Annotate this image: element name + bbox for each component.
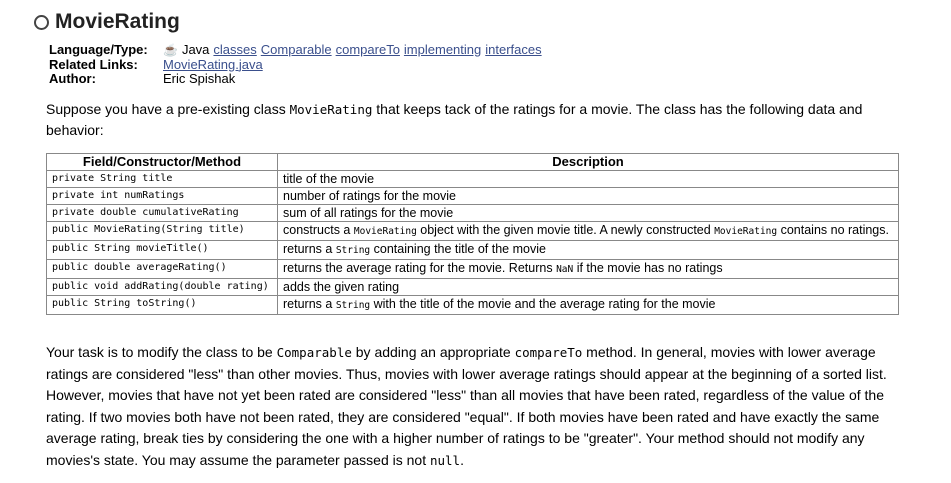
table-row	[47, 171, 899, 188]
intro-paragraph	[46, 99, 896, 141]
java-icon: ☕	[163, 43, 178, 57]
author-row	[49, 72, 546, 87]
member-signature: private int numRatings	[47, 188, 278, 205]
member-description	[278, 241, 899, 260]
description-text: returns the average rating for the movie. Returns	[283, 261, 557, 275]
description-text: number of ratings for the movie	[283, 189, 456, 203]
member-description	[278, 260, 899, 279]
title-row	[34, 10, 180, 34]
members-table	[46, 153, 899, 315]
description-text: adds the given rating	[283, 280, 400, 294]
author-label: Author:	[49, 71, 96, 86]
related-row	[49, 58, 546, 73]
member-signature: public String movieTitle()	[47, 241, 278, 260]
table-row	[47, 205, 899, 222]
intro-text: Suppose you have a pre-existing class	[46, 101, 290, 117]
tag-link[interactable]: compareTo	[335, 42, 400, 57]
member-signature: public String toString()	[47, 296, 278, 315]
member-description	[278, 279, 899, 296]
task-paragraph	[46, 342, 901, 471]
tag-link[interactable]: Comparable	[260, 42, 332, 57]
intro-text: that keeps tack of the ratings for a movie. The class has the following data and behavior:	[46, 101, 863, 138]
description-text: if the movie has no ratings	[573, 261, 723, 275]
class-name: MovieRating	[289, 102, 373, 117]
description-text: returns a	[283, 297, 336, 311]
description-text: title of the movie	[283, 172, 375, 186]
member-signature: public double averageRating()	[47, 260, 278, 279]
comparable-code: Comparable	[276, 345, 352, 360]
tag-link[interactable]: classes	[213, 42, 257, 57]
member-signature: private String title	[47, 171, 278, 188]
task-text: by adding an appropriate	[351, 344, 515, 360]
description-text: constructs a	[283, 223, 354, 237]
language-value	[163, 43, 546, 58]
member-description	[278, 296, 899, 315]
member-signature: public void addRating(double rating)	[47, 279, 278, 296]
inline-code: String	[335, 300, 371, 311]
table-row	[47, 241, 899, 260]
language-text: Java	[181, 42, 210, 57]
meta-info	[49, 43, 546, 87]
column-header: Field/Constructor/Method	[47, 154, 278, 171]
circle-icon	[34, 15, 49, 30]
inline-code: MovieRating	[714, 226, 778, 237]
member-description	[278, 205, 899, 222]
table-row	[47, 188, 899, 205]
language-label: Language/Type:	[49, 42, 148, 57]
table-row	[47, 296, 899, 315]
page-title: MovieRating	[55, 10, 180, 33]
description-text: contains no ratings.	[777, 223, 889, 237]
column-header: Description	[278, 154, 899, 171]
tag-link[interactable]: implementing	[403, 42, 482, 57]
description-text: containing the title of the movie	[370, 242, 546, 256]
inline-code: NaN	[556, 264, 574, 275]
language-row	[49, 43, 546, 58]
member-signature: public MovieRating(String title)	[47, 222, 278, 241]
inline-code: MovieRating	[353, 226, 417, 237]
table-header-row	[47, 154, 899, 171]
task-text: Your task is to modify the class to be	[46, 344, 277, 360]
member-signature: private double cumulativeRating	[47, 205, 278, 222]
inline-code: String	[335, 245, 371, 256]
null-code: null	[429, 452, 461, 468]
related-label: Related Links:	[49, 56, 138, 72]
member-description	[278, 171, 899, 188]
author-value: Eric Spishak	[163, 71, 236, 86]
task-text: method. In general, movies with lower average ratings are considered "less" than other movies. Thus, movies with lower average ratings should appear at the beginning of a sorted list. However, movies that have not yet been rated are considered "less" than all movies that have been rated, regardless of the value of the rating. If two movies both have not been rated, they are considered "equal". If both movies have been rated and have exactly the same average rating, break ties by considering the one with a higher number of ratings to be "greater". Your method should not modify any movies's state. You may assume the parameter passed is not	[46, 344, 887, 468]
description-text: returns a	[283, 242, 336, 256]
related-link[interactable]: MovieRating.java	[163, 56, 263, 72]
compareto-code: compareTo	[514, 345, 583, 360]
table-row	[47, 222, 899, 241]
tag-link[interactable]: interfaces	[485, 42, 542, 57]
task-text: .	[460, 451, 464, 468]
description-text: object with the given movie title. A newly constructed	[416, 223, 715, 237]
member-description	[278, 222, 899, 241]
table-row	[47, 279, 899, 296]
description-text: with the title of the movie and the average rating for the movie	[370, 297, 716, 311]
member-description	[278, 188, 899, 205]
table-row	[47, 260, 899, 279]
description-text: sum of all ratings for the movie	[283, 206, 454, 220]
